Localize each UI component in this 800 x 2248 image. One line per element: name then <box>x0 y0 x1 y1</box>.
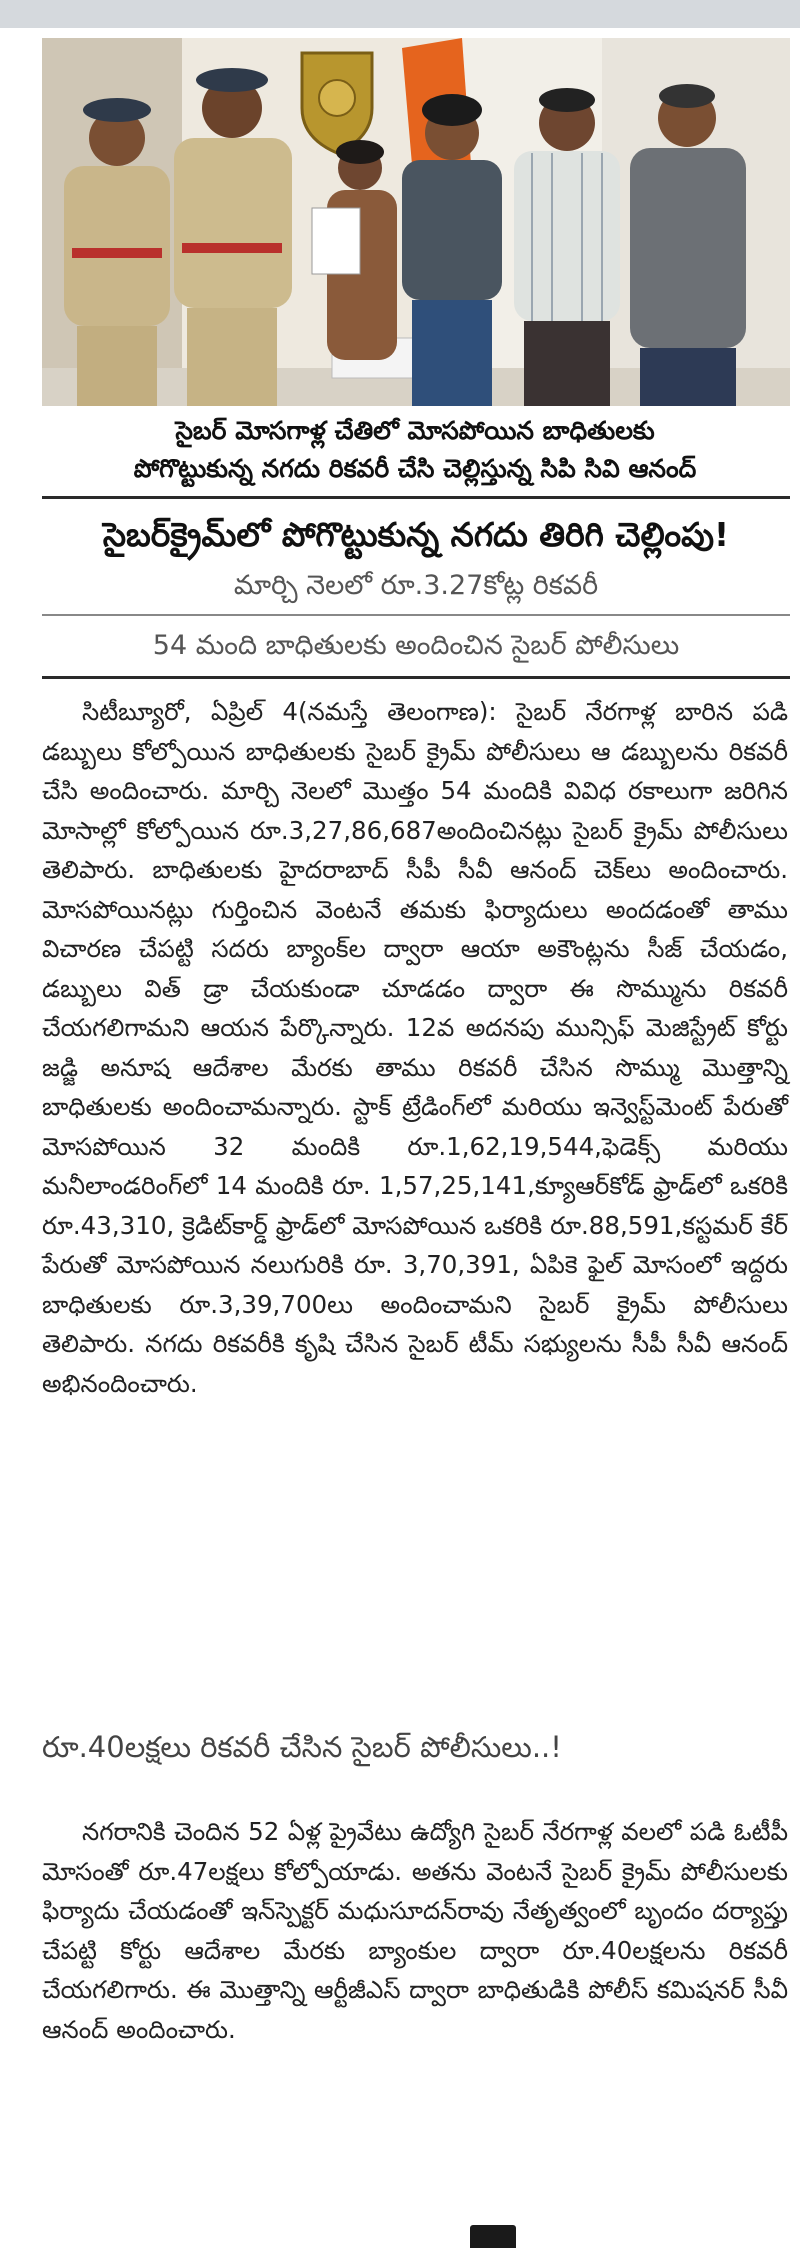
subhead-divider-bottom <box>42 676 790 679</box>
news-photo <box>42 38 790 406</box>
end-mark-icon <box>470 2225 516 2248</box>
police-emblem-icon <box>302 53 372 153</box>
article-paragraph-1: సిటీబ్యూరో, ఏప్రిల్ 4(నమస్తే తెలంగాణ): సైబర్ నేరగాళ్ల బారిన పడి డబ్బులు కోల్పోయిన బాధితులకు సైబర్ క్రైమ్ పోలీసులు ఆ డబ్బులను రికవరీ చేసి అందించారు. మార్చి నెలలో మొత్తం 54 మందికి వివిధ రకాలుగా జరిగిన మోసాల్లో కోల్పోయిన రూ.3,27,86,687అందించినట్లు సైబర్ క్రైమ్ పోలీసులు తెలిపారు. బాధితులకు హైదరాబాద్ సీపీ సీవీ ఆనంద్ చెక్‌లు అందించారు. మోసపోయినట్లు గుర్తించిన వెంటనే తమకు ఫిర్యాదులు అందడంతో తాము విచారణ చేపట్టి సదరు బ్యాంక్‌ల ద్వారా ఆయా అకౌంట్లను సీజ్ చేయడం, డబ్బులు విత్ డ్రా చేయకుండా చూడడం ద్వారా ఈ సొమ్మును రికవరీ చేయగలిగామని ఆయన పేర్కొన్నారు. 12వ అదనపు మున్సిఫ్ మెజిస్ట్రేట్ కోర్టు జడ్జి అనూష ఆదేశాల మేరకు తాము రికవరీ చేసిన సొమ్ము మొత్తాన్ని బాధితులకు అందించామన్నారు. స్టాక్ ట్రేడింగ్‌లో మరియు ఇన్వెస్ట్‌మెంట్ పేరుతో మోసపోయిన 32 మందికి రూ.1,62,19,544,ఫెడెక్స్ మరియు మనీలాండరింగ్‌లో 14 మందికి రూ. 1,57,25,141,క్యూఆర్‌కోడ్ ఫ్రాడ్‌లో ఒకరికి రూ.43,310, క్రెడిట్‌కార్డ్ ఫ్రాడ్‌లో మోసపోయిన ఒకరికి రూ.88,591,కస్టమర్ కేర్ పేరుతో మోసపోయిన నలుగురికి రూ. 3,70,391, ఏపికె ఫైల్ మోసంలో ఇద్దరు బాధితులకు రూ.3,39,700లు అందించామని సైబర్ క్రైమ్ పోలీసులు తెలిపారు. నగదు రికవరీకి కృషి చేసిన సైబర్ టీమ్ సభ్యులను సీపీ సీవీ ఆనంద్ అభినందించారు. <box>42 697 788 1398</box>
section-divider <box>42 496 790 499</box>
section-heading: రూ.40లక్షలు రికవరీ చేసిన సైబర్ పోలీసులు..! <box>42 1730 562 1764</box>
photo-caption-line-1: సైబర్ మోసగాళ్ల చేతిలో మోసపోయిన బాధితులకు <box>175 416 655 445</box>
top-margin-bar <box>0 0 800 28</box>
photo-illustration <box>42 38 790 406</box>
article-headline: సైబర్‌క్రైమ్‌లో పోగొట్టుకున్న నగదు తిరిగి చెల్లింపు! <box>102 515 730 554</box>
article-subhead-1: మార్చి నెలలో రూ.3.27కోట్ల రికవరీ <box>233 570 599 601</box>
article-paragraph-2: నగరానికి చెందిన 52 ఏళ్ల ప్రైవేటు ఉద్యోగి సైబర్ నేరగాళ్ల వలలో పడి ఓటీపీ మోసంతో రూ.47లక్షలు కోల్పోయాడు. అతను వెంటనే సైబర్ క్రైమ్ పోలీసులకు ఫిర్యాదు చేయడంతో ఇన్‌స్పెక్టర్ మధుసూదన్‌రావు నేతృత్వంలో బృందం దర్యాప్తు చేపట్టి కోర్టు ఆదేశాల మేరకు బ్యాంకుల ద్వారా రూ.40లక్షలను రికవరీ చేయగలిగారు. ఈ మొత్తాన్ని ఆర్టీజీఎస్ ద్వారా బాధితుడికి పోలీస్ కమిషనర్ సీవీ ఆనంద్ అందించారు. <box>42 1817 788 2044</box>
subhead-divider <box>42 614 790 616</box>
article-subhead-2: 54 మంది బాధితులకు అందించిన సైబర్ పోలీసులు <box>152 630 680 661</box>
photo-caption-line-2: పోగొట్టుకున్న నగదు రికవరీ చేసి చెల్లిస్తున్న సిపి సివి ఆనంద్ <box>133 454 697 483</box>
